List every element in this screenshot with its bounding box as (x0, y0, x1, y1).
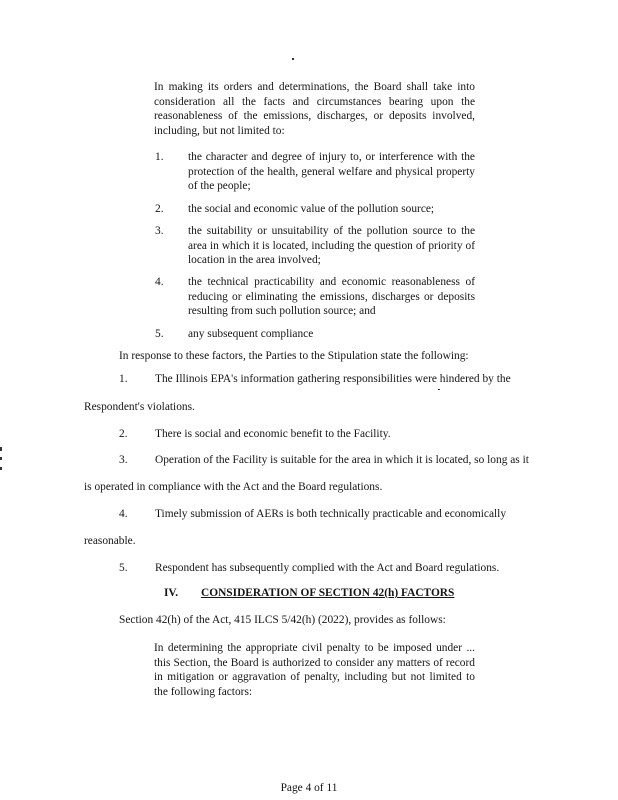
scan-speck (0, 467, 2, 470)
section-number: IV. (164, 587, 179, 599)
response-text: Operation of the Facility is suitable for the area in which it is located, so long as it (155, 454, 529, 466)
response-text-continued: Respondent's violations. (84, 401, 195, 413)
response-number: 4. (119, 508, 128, 520)
response-text: Timely submission of AERs is both technically practicable and economically (155, 508, 507, 520)
factor-number: 5. (155, 328, 164, 340)
scan-speck (0, 457, 2, 460)
response-number: 5. (119, 562, 128, 574)
factor-text: the technical practicability and economic reasonableness of reducing or eliminating the emissions, discharges or deposits resulting from such pollution source; and (188, 276, 475, 318)
factor-number: 2. (155, 203, 164, 215)
factor-text: any subsequent compliance (188, 328, 314, 340)
response-number: 2. (119, 428, 128, 440)
quote-civil-penalty: In determining the appropriate civil penalty to be imposed under ... this Section, the Board is authorized to consider any matters of record in mitigation or aggravation of penalty, including but not limited to the following factors: (154, 642, 475, 698)
factor-text: the suitability or unsuitability of the pollution source to the area in which it is located, including the question of priority of location in the area involved; (188, 225, 475, 267)
response-text: Respondent has subsequently complied with the Act and Board regulations. (155, 562, 500, 574)
factor-number: 4. (155, 276, 164, 288)
response-text: The Illinois EPA's information gathering responsibilities were hindered by the (155, 373, 511, 385)
factor-number: 1. (155, 151, 164, 163)
factor-text: the character and degree of injury to, or interference with the protection of the health, general welfare and physical property of the people; (188, 151, 475, 193)
scan-speck (0, 447, 2, 451)
quote-board-considerations: In making its orders and determinations, the Board shall take into consideration all the facts and circumstances bearing upon the reasonableness of the emissions, discharges, or deposits involved, including, but not limited to: (154, 81, 475, 137)
section-title (201, 586, 454, 600)
response-number: 1. (119, 373, 128, 385)
response-text-continued: reasonable. (84, 535, 136, 547)
section-title-text: CONSIDERATION OF SECTION 42(h) FACTORS (201, 587, 455, 599)
scan-speck (438, 389, 440, 390)
factor-number: 3. (155, 225, 164, 237)
response-text: There is social and economic benefit to the Facility. (155, 428, 391, 440)
response-text-continued: is operated in compliance with the Act and the Board regulations. (84, 481, 383, 493)
factor-text: the social and economic value of the pollution source; (188, 203, 435, 215)
scan-speck (292, 58, 294, 60)
response-intro: In response to these factors, the Parties to the Stipulation state the following: (119, 350, 469, 362)
section-intro: Section 42(h) of the Act, 415 ILCS 5/42(h) (2022), provides as follows: (119, 614, 446, 626)
response-number: 3. (119, 454, 128, 466)
page-number: Page 4 of 11 (280, 782, 338, 794)
